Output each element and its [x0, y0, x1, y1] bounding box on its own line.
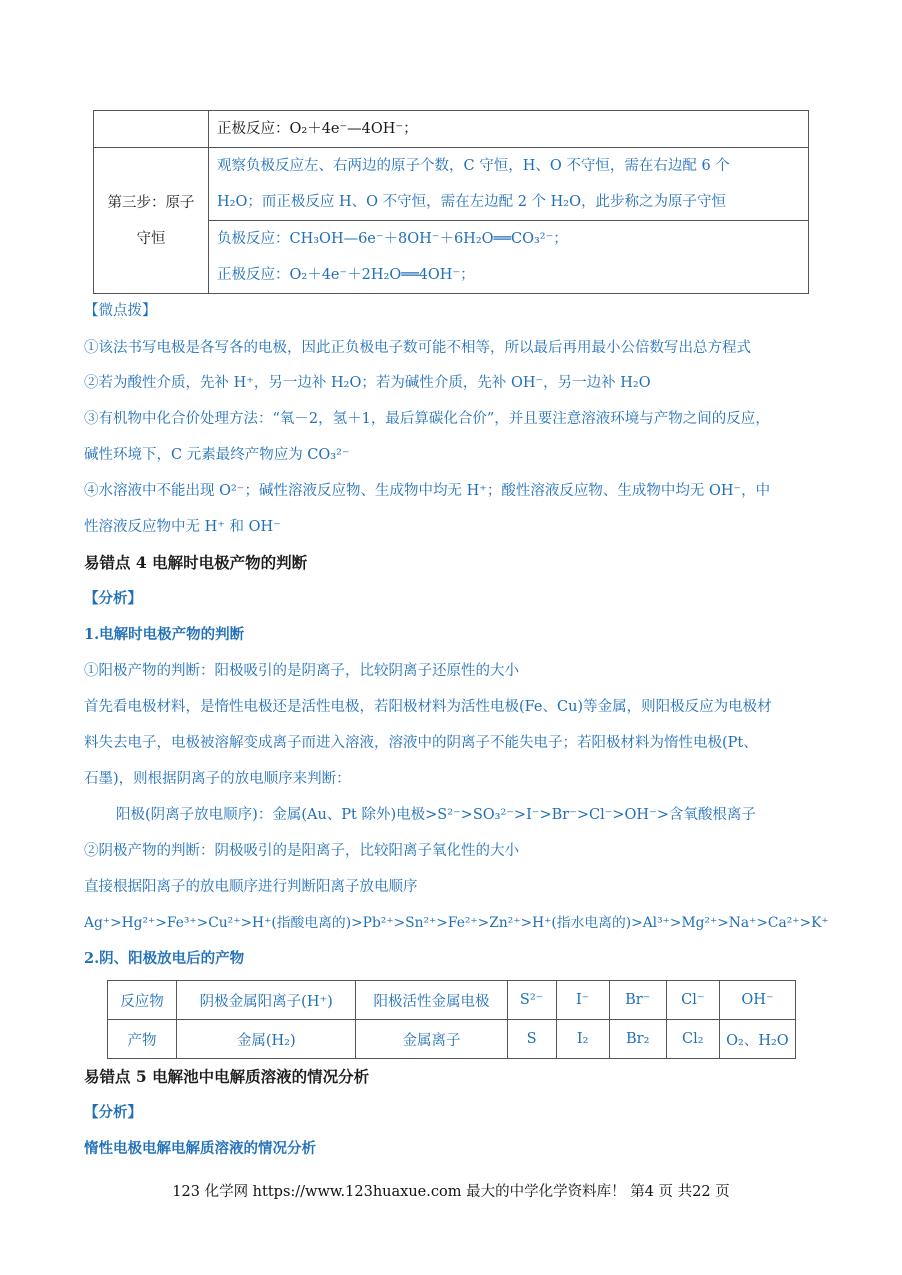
tip-item: 碱性环境下，C 元素最终产物应为 CO₃²⁻ [84, 447, 350, 463]
tip-item: ①该法书写电极是各写各的电极，因此正负极电子数可能不相等，所以最后再用最小公倍数写出总方程式 [84, 340, 751, 356]
subsection-title: 2.阴、阳极放电后的产物 [84, 950, 245, 967]
table-cell: 金属(H₂) [177, 1020, 356, 1059]
analysis-heading: 【分析】 [84, 590, 142, 607]
tips-heading: 【微点拨】 [84, 303, 157, 319]
table-cell: S [507, 1020, 556, 1059]
section-title: 易错点 5 电解池中电解质溶液的情况分析 [84, 1067, 370, 1086]
table-cell: Cl⁻ [666, 981, 719, 1020]
positive-reaction-text: 正极反应：O₂＋4e⁻—4OH⁻； [217, 121, 418, 137]
step3-explanation-line1: 观察负极反应左、右两边的原子个数，C 守恒，H、O 不守恒，需在右边配 6 个 [217, 158, 730, 174]
table-cell: Cl₂ [666, 1020, 719, 1059]
tip-item: 性溶液反应物中无 H⁺ 和 OH⁻ [84, 519, 281, 535]
table-cell: O₂、H₂O [719, 1020, 795, 1059]
step3-label [94, 148, 209, 294]
cathode-heading: ②阴极产物的判断：阴极吸引的是阳离子，比较阳离子氧化性的大小 [84, 843, 519, 859]
anode-discharge-order: 阳极(阴离子放电顺序)：金属(Au、Pt 除外)电极>S²⁻>SO₃²⁻>I⁻>Br⁻>Cl⁻>OH⁻>含氧酸根离子 [116, 807, 756, 823]
step3-explanation-line2: H₂O；而正极反应 H、O 不守恒，需在左边配 2 个 H₂O，此步称之为原子守恒 [217, 194, 726, 210]
table-cell: 产物 [108, 1020, 177, 1059]
table-cell [209, 148, 809, 294]
table-cell: 反应物 [108, 981, 177, 1020]
cathode-discharge-order: Ag⁺>Hg²⁺>Fe³⁺>Cu²⁺>H⁺(指酸电离的)>Pb²⁺>Sn²⁺>Fe²⁺>Zn²⁺>H⁺(指水电离的)>Al³⁺>Mg²⁺>Na⁺>Ca²⁺>K⁺ [84, 915, 829, 931]
step3-positive-reaction: 正极反应：O₂＋4e⁻＋2H₂O══4OH⁻； [217, 267, 475, 283]
paragraph-line: 直接根据阳离子的放电顺序进行判断阳离子放电顺序 [84, 879, 418, 895]
electrode-steps-table [93, 110, 809, 294]
table-cell: 金属离子 [356, 1020, 507, 1059]
paragraph-line: 料失去电子，电极被溶解变成离子而进入溶液，溶液中的阴离子不能失电子；若阳极材料为惰性电极(Pt、 [84, 735, 758, 751]
discharge-products-table [107, 980, 796, 1059]
tip-item: ④水溶液中不能出现 O²⁻；碱性溶液反应物、生成物中均无 H⁺；酸性溶液反应物、生成物中均无 OH⁻，中 [84, 483, 771, 499]
tip-item: ②若为酸性介质，先补 H⁺，另一边补 H₂O；若为碱性介质，先补 OH⁻，另一边补 H₂O [84, 375, 651, 391]
table-cell: OH⁻ [719, 981, 795, 1020]
table-cell-empty [94, 111, 209, 148]
table-cell: S²⁻ [507, 981, 556, 1020]
paragraph-line: 首先看电极材料，是惰性电极还是活性电极，若阳极材料为活性电极(Fe、Cu)等金属，则阳极反应为电极材 [84, 699, 772, 715]
table-cell [209, 111, 809, 148]
step3-negative-reaction: 负极反应：CH₃OH—6e⁻＋8OH⁻＋6H₂O══CO₃²⁻； [209, 220, 808, 257]
table-cell: Br₂ [609, 1020, 666, 1059]
subsection-title: 1.电解时电极产物的判断 [84, 626, 245, 643]
table-row [108, 981, 796, 1020]
table-cell: 阴极金属阳离子(H⁺) [177, 981, 356, 1020]
subsection-title: 惰性电极电解电解质溶液的情况分析 [84, 1140, 316, 1157]
section-title: 易错点 4 电解时电极产物的判断 [84, 553, 308, 572]
anode-heading: ①阳极产物的判断：阳极吸引的是阴离子，比较阴离子还原性的大小 [84, 663, 519, 679]
page-footer: 123 化学网 https://www.123huaxue.com 最大的中学化学资料库！ 第4 页 共22 页 [172, 1184, 730, 1200]
table-row [108, 1020, 796, 1059]
table-cell: 阳极活性金属电极 [356, 981, 507, 1020]
tip-item: ③有机物中化合价处理方法：“氧－2，氢＋1，最后算碳化合价”，并且要注意溶液环境与产物之间的反应， [84, 411, 770, 427]
paragraph-line: 石墨)，则根据阴离子的放电顺序来判断： [84, 771, 351, 787]
table-cell: Br⁻ [609, 981, 666, 1020]
table-cell: I⁻ [556, 981, 609, 1020]
table-cell: I₂ [556, 1020, 609, 1059]
step3-label-text: 第三步：原子守恒 [107, 194, 195, 247]
analysis-heading: 【分析】 [84, 1104, 142, 1121]
